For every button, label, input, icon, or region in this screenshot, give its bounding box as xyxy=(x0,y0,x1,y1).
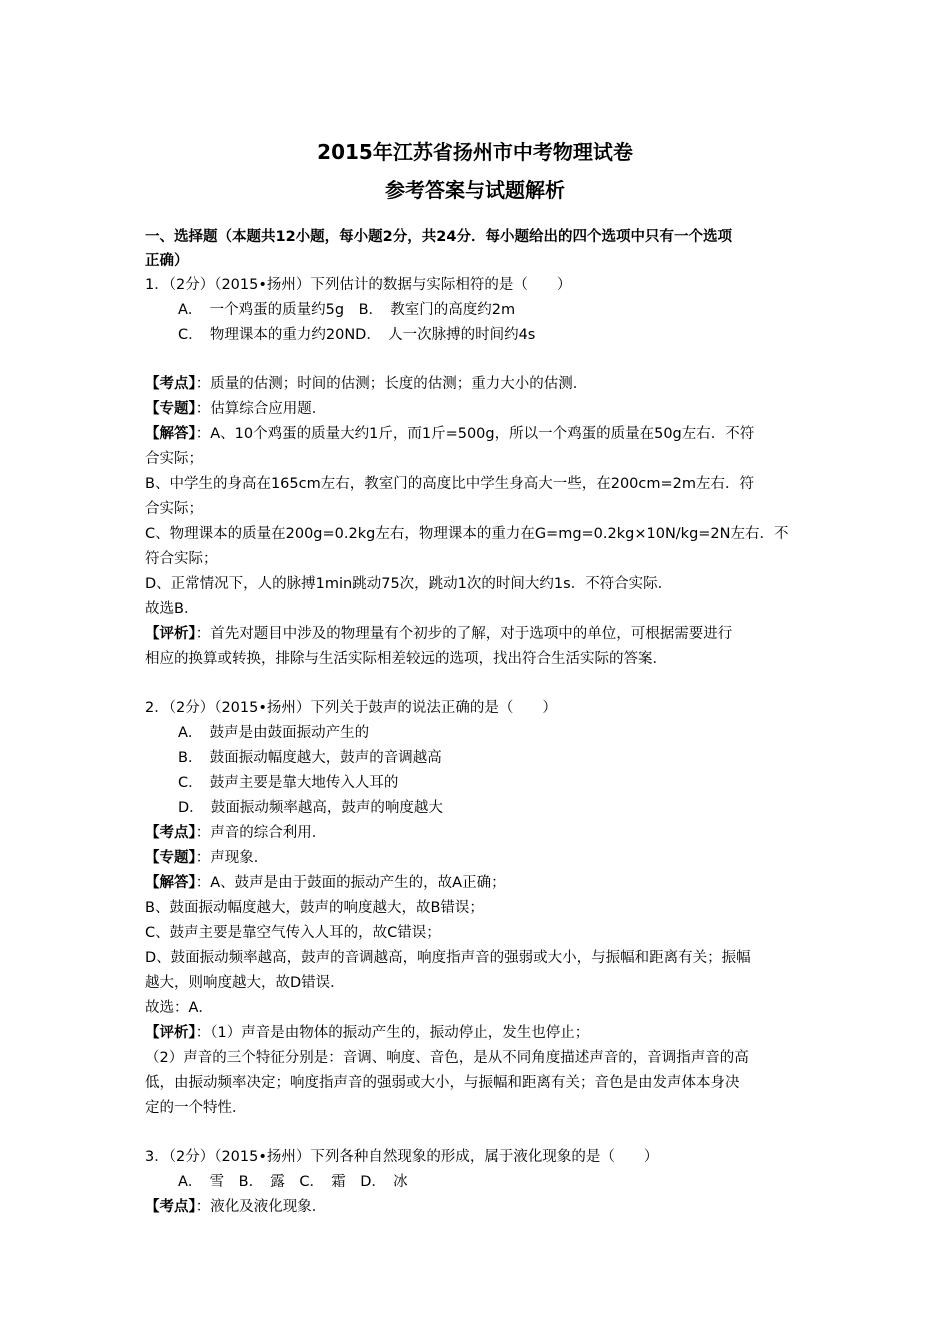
q1-jieda xyxy=(145,424,754,444)
question-2-option-b: B． 鼓面振动幅度越大，鼓声的音调越高 xyxy=(178,750,442,766)
document-subtitle: 参考答案与试题解析 xyxy=(385,178,565,202)
zhuanti-label: 【专题】 xyxy=(145,850,196,866)
kaodian-text: ：液化及液化现象． xyxy=(195,1199,327,1215)
question-1-stem: 1．（2分）（2015•扬州）下列估计的数据与实际相符的是（ ） xyxy=(145,277,572,293)
question-2-option-d: D． 鼓面振动频率越高，鼓声的响度越大 xyxy=(178,800,443,816)
q1-zhuanti xyxy=(145,399,326,419)
q2-zhuanti xyxy=(145,848,268,868)
question-2-stem: 2．（2分）（2015•扬州）下列关于鼓声的说法正确的是（ ） xyxy=(145,700,557,716)
q1-pingxi xyxy=(145,624,732,644)
zhuanti-label: 【专题】 xyxy=(145,401,196,417)
q2-jieda-line: C、鼓声主要是靠空气传入人耳的，故C错误； xyxy=(145,925,441,941)
question-2-option-c: C． 鼓声主要是靠大地传入人耳的 xyxy=(178,775,399,791)
kaodian-text: ：质量的估测；时间的估测；长度的估测；重力大小的估测． xyxy=(195,376,588,392)
kaodian-text: ：声音的综合利用． xyxy=(195,825,327,841)
zhuanti-text: ：声现象． xyxy=(195,850,269,866)
question-2-option-a: A． 鼓声是由鼓面振动产生的 xyxy=(178,725,370,741)
q1-jieda-line: D、正常情况下，人的脉搏1min跳动75次，跳动1次的时间大约1s．不符合实际． xyxy=(145,576,673,592)
section-header: 一、选择题（本题共12小题，每小题2分，共24分．每小题给出的四个选项中只有一个选项 xyxy=(145,229,732,245)
question-1-options-ab: A． 一个鸡蛋的质量约5g B． 教室门的高度约2m xyxy=(178,302,516,318)
question-3-stem: 3．（2分）（2015•扬州）下列各种自然现象的形成，属于液化现象的是（ ） xyxy=(145,1149,659,1165)
q2-jieda-line: B、鼓面振动幅度越大，鼓声的响度越大，故B错误； xyxy=(145,900,484,916)
kaodian-label: 【考点】 xyxy=(145,376,196,392)
jieda-text: ：A、鼓声是由于鼓面的振动产生的，故A正确； xyxy=(195,875,506,891)
section-header-cont: 正确） xyxy=(145,253,189,269)
q1-jieda-line: C、物理课本的质量在200g=0.2kg左右，物理课本的重力在G=mg=0.2kg×10N/kg=2N左右．不 xyxy=(145,526,789,542)
q1-jieda-line: B、中学生的身高在165cm左右，教室门的高度比中学生身高大一些，在200cm=2m左右．符 xyxy=(145,476,754,492)
q1-kaodian xyxy=(145,374,587,394)
pingxi-label: 【评析】 xyxy=(145,626,196,642)
q1-jieda-line: 合实际； xyxy=(145,451,203,467)
q2-pingxi-line: （2）声音的三个特征分别是：音调、响度、音色，是从不同角度描述声音的，音调指声音的高 xyxy=(145,1050,749,1066)
q2-jieda xyxy=(145,873,506,893)
kaodian-label: 【考点】 xyxy=(145,825,196,841)
q2-pingxi-line: 低，由振动频率决定；响度指声音的强弱或大小，与振幅和距离有关；音色是由发声体本身决 xyxy=(145,1075,740,1091)
question-3-options: A． 雪 B． 露 C． 霜 D． 冰 xyxy=(178,1174,408,1190)
jieda-label: 【解答】 xyxy=(145,426,196,442)
q2-answer: 故选：A． xyxy=(145,1000,213,1016)
pingxi-text: ：首先对题目中涉及的物理量有个初步的了解，对于选项中的单位，可根据需要进行 xyxy=(195,626,733,642)
q2-jieda-line: D、鼓面振动频率越高，鼓声的音调越高，响度指声音的强弱或大小，与振幅和距离有关；振幅 xyxy=(145,950,751,966)
question-1-options-cd: C． 物理课本的重力约20ND． 人一次脉搏的时间约4s xyxy=(178,327,536,343)
q1-jieda-line: 符合实际； xyxy=(145,551,218,567)
q1-jieda-line: 合实际； xyxy=(145,501,203,517)
kaodian-label: 【考点】 xyxy=(145,1199,196,1215)
pingxi-text: ：（1）声音是由物体的振动产生的，振动停止，发生也停止； xyxy=(195,1025,590,1041)
q1-answer: 故选B． xyxy=(145,601,199,617)
q1-pingxi-line: 相应的换算或转换，排除与生活实际相差较远的选项，找出符合生活实际的答案． xyxy=(145,651,667,667)
jieda-label: 【解答】 xyxy=(145,875,196,891)
q2-pingxi-line: 定的一个特性． xyxy=(145,1100,247,1116)
jieda-text: ：A、10个鸡蛋的质量大约1斤，而1斤=500g，所以一个鸡蛋的质量在50g左右．不符 xyxy=(195,426,755,442)
q2-jieda-line: 越大，则响度越大，故D错误． xyxy=(145,975,345,991)
zhuanti-text: ：估算综合应用题． xyxy=(195,401,327,417)
pingxi-label: 【评析】 xyxy=(145,1025,196,1041)
q2-pingxi xyxy=(145,1023,589,1043)
document-title: 2015年江苏省扬州市中考物理试卷 xyxy=(317,140,633,164)
q2-kaodian xyxy=(145,823,326,843)
q3-kaodian xyxy=(145,1197,326,1217)
